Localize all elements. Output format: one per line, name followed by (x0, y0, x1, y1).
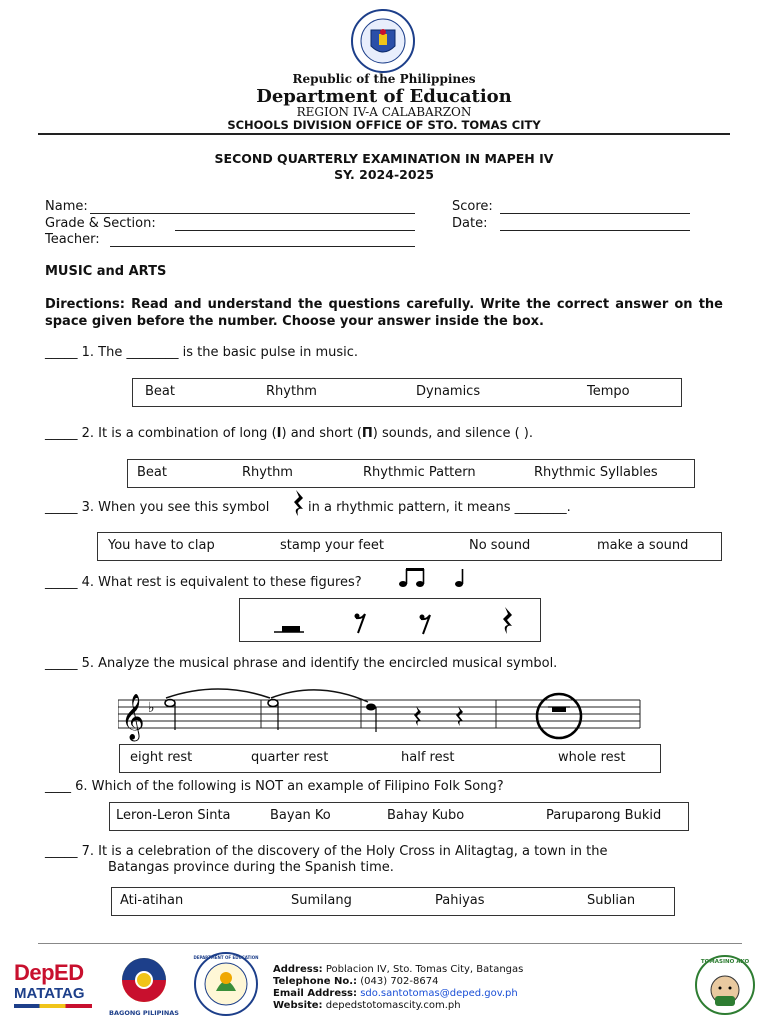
bagong-pilipinas-text: BAGONG PILIPINAS (109, 1009, 179, 1017)
q3-choice-3[interactable]: No sound (469, 538, 531, 553)
q3-choice-2[interactable]: stamp your feet (280, 538, 384, 553)
q1-choice-1[interactable]: Beat (145, 384, 175, 399)
svg-text:♭: ♭ (148, 700, 155, 716)
website-label: Website: (273, 1000, 323, 1011)
question-7-line-2: Batangas province during the Spanish time. (108, 860, 394, 875)
question-3-part-1: _____ 3. When you see this symbol (45, 500, 270, 515)
q1-choice-3[interactable]: Dynamics (416, 384, 481, 399)
q4-note-figures (396, 566, 472, 594)
q3-choices (97, 532, 722, 561)
q4-choices (239, 598, 541, 642)
q7-choice-3[interactable]: Pahiyas (435, 893, 485, 908)
name-label: Name: (45, 199, 88, 214)
footer-divider (38, 943, 742, 944)
quarter-rest-icon (292, 489, 306, 521)
email-label: Email Address: (273, 988, 358, 999)
tomasino-logo (694, 954, 756, 1016)
phone-value: (043) 702-8674 (360, 976, 439, 987)
q5-choices (119, 744, 661, 773)
matatag-ribbon (14, 1004, 92, 1008)
region-line: REGION IV-A CALABARZON (296, 105, 472, 119)
grade-section-field[interactable] (175, 230, 415, 231)
q2-short-symbol: П (361, 426, 373, 441)
q6-choices (109, 802, 689, 831)
matatag-wordmark: MATATAG (14, 985, 85, 1002)
half-rest-choice[interactable] (274, 626, 304, 632)
q5-choice-4[interactable]: whole rest (558, 750, 626, 765)
q6-choice-3[interactable]: Bahay Kubo (387, 808, 465, 823)
contact-info (273, 964, 573, 1012)
question-2 (45, 426, 533, 441)
q2-choice-4[interactable]: Rhythmic Syllables (534, 465, 658, 480)
email-link[interactable]: sdo.santotomas@deped.gov.ph (360, 988, 518, 999)
republic-line: Republic of the Philippines (292, 72, 476, 86)
directions: Directions: Read and understand the questions carefully. Write the correct answer on the space given before the number. Choose your answer inside the box. (45, 297, 723, 329)
svg-text:𝄞: 𝄞 (121, 694, 145, 740)
address-line (273, 964, 573, 976)
email-line (273, 988, 573, 1000)
website-line (273, 1000, 573, 1012)
question-3-part-2: in a rhythmic pattern, it means ________. (308, 500, 571, 515)
tomasino-text: TOMASINO AKO (700, 959, 750, 965)
question-5: _____ 5. Analyze the musical phrase and identify the encircled musical symbol. (45, 656, 558, 671)
q7-choice-1[interactable]: Ati-atihan (120, 893, 184, 908)
quarter-rest-choice[interactable] (503, 607, 512, 634)
deped-seal (342, 8, 424, 74)
score-label: Score: (452, 199, 493, 214)
date-field[interactable] (500, 230, 690, 231)
department-title: Department of Education (256, 86, 512, 107)
q7-choice-2[interactable]: Sumilang (291, 893, 352, 908)
date-label: Date: (452, 216, 488, 231)
q2-long-symbol: I (276, 426, 282, 441)
header-divider (38, 133, 730, 135)
q2-choices (127, 459, 695, 488)
eighth-rest-choice-1[interactable] (355, 614, 366, 634)
bagong-pilipinas-logo (106, 956, 182, 1016)
question-1: _____ 1. The ________ is the basic pulse in music. (45, 345, 359, 360)
q7-choices (111, 887, 675, 916)
q5-choice-3[interactable]: half rest (401, 750, 455, 765)
phone-label: Telephone No.: (273, 976, 358, 987)
musical-staff (118, 680, 644, 742)
q6-choice-2[interactable]: Bayan Ko (270, 808, 331, 823)
q3-choice-4[interactable]: make a sound (597, 538, 689, 553)
score-field[interactable] (500, 213, 690, 214)
q2-text-2: ) and short ( (281, 426, 362, 441)
question-4: _____ 4. What rest is equivalent to these figures? (45, 575, 362, 590)
division-line: SCHOOLS DIVISION OFFICE OF STO. TOMAS CITY (227, 118, 541, 132)
school-year: SY. 2024-2025 (334, 167, 434, 182)
q2-choice-3[interactable]: Rhythmic Pattern (363, 465, 476, 480)
q1-choice-4[interactable]: Tempo (587, 384, 630, 399)
teacher-field[interactable] (110, 246, 415, 247)
address-label: Address: (273, 964, 323, 975)
teacher-label: Teacher: (45, 232, 100, 247)
website-link[interactable]: depedstotomascity.com.ph (325, 1000, 461, 1011)
question-7-line-1: _____ 7. It is a celebration of the discovery of the Holy Cross in Alitagtag, a town in the (45, 844, 608, 859)
deped-wordmark: DepED (14, 960, 84, 985)
phone-line (273, 976, 573, 988)
q1-choices (132, 378, 682, 407)
name-field[interactable] (90, 213, 415, 214)
q2-text-1: _____ 2. It is a combination of long ( (45, 426, 277, 441)
section-heading: MUSIC and ARTS (45, 264, 167, 279)
eighth-rest-choice-2[interactable] (420, 615, 431, 635)
q6-choice-4[interactable]: Paruparong Bukid (546, 808, 662, 823)
q1-choice-2[interactable]: Rhythm (266, 384, 317, 399)
exam-title: SECOND QUARTERLY EXAMINATION IN MAPEH IV (214, 151, 554, 166)
question-6: ____ 6. Which of the following is NOT an example of Filipino Folk Song? (45, 779, 504, 794)
q2-text-3: ) sounds, and silence ( ). (372, 426, 533, 441)
address-value: Poblacion IV, Sto. Tomas City, Batangas (325, 964, 524, 975)
q2-choice-2[interactable]: Rhythm (242, 465, 293, 480)
division-seal-text: DEPARTMENT OF EDUCATION (193, 955, 259, 960)
deped-matatag-logo (14, 960, 96, 1012)
q5-choice-1[interactable]: eight rest (130, 750, 193, 765)
q6-choice-1[interactable]: Leron-Leron Sinta (116, 808, 231, 823)
grade-section-label: Grade & Section: (45, 216, 156, 231)
q2-choice-1[interactable]: Beat (137, 465, 167, 480)
q3-choice-1[interactable]: You have to clap (108, 538, 215, 553)
q7-choice-4[interactable]: Sublian (587, 893, 636, 908)
division-seal (190, 951, 262, 1017)
q5-choice-2[interactable]: quarter rest (251, 750, 329, 765)
